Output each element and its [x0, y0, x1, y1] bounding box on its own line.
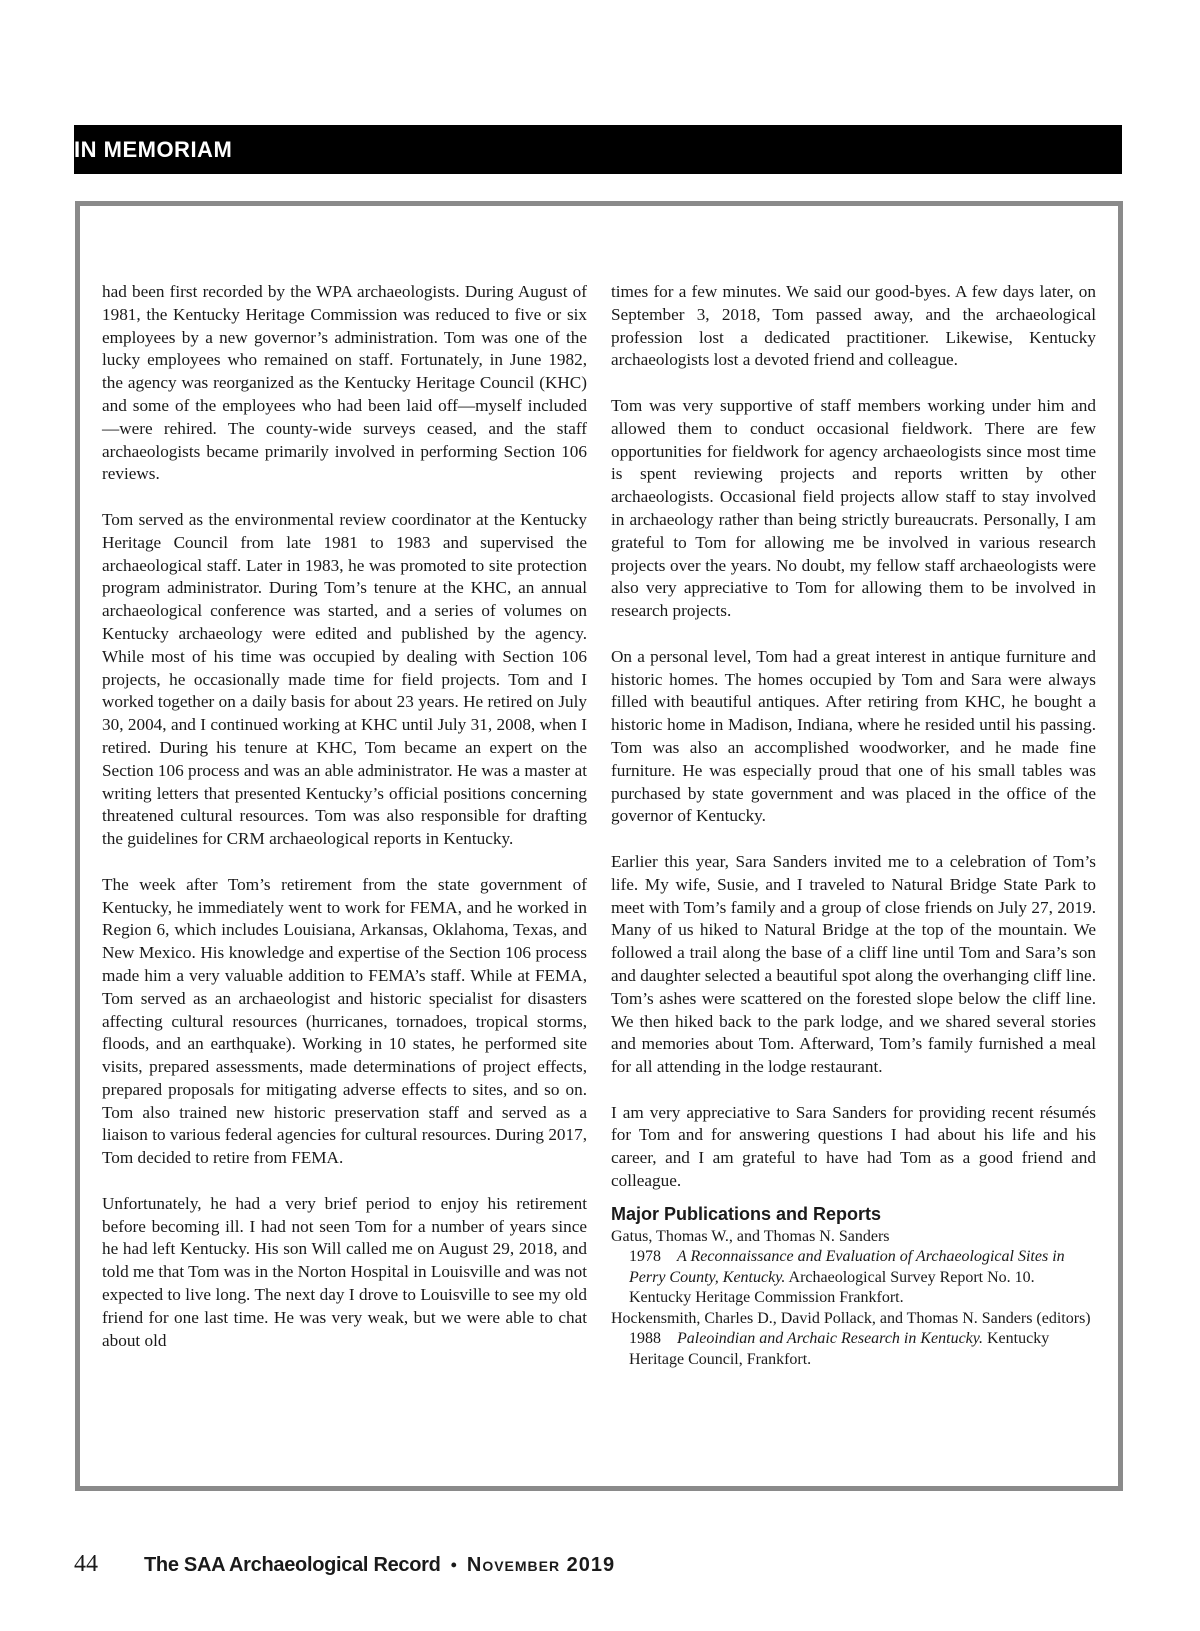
paragraph: Unfortunately, he had a very brief period to enjoy his retirement before becoming ill. I had not seen Tom for a number of years since he had left Kentucky. His son Will called me on August 29, 2018, and told me that Tom was in the Norton Hospital in Louisville and was not expected to live long. The next day I drove to Louisville to see my old friend for one last time. He was very weak, but we were able to chat about old [102, 1193, 587, 1350]
paragraph: Earlier this year, Sara Sanders invited me to a celebration of Tom’s life. My wife, Susie, and I traveled to Natural Bridge State Park to meet with Tom’s family and a group of close friends on July 27, 2019. Many of us hiked to Natural Bridge at the top of the mountain. We followed a trail along the base of a cliff line until Tom and Sara’s son and daughter selected a beautiful spot along the overhanging cliff line. Tom’s ashes were scattered on the forested slope below the cliff line. We then hiked back to the park lodge, and we shared several stories and memories about Tom. Afterward, Tom’s family furnished a meal for all attending in the lodge restaurant. [611, 851, 1096, 1077]
journal-title: The SAA Archaeological Record [144, 1554, 441, 1576]
publication-title: A Reconnaissance and Evaluation of Archaeological Sites in Perry County, Kentucky. [629, 1248, 1065, 1286]
publications-heading: Major Publications and Reports [611, 1203, 882, 1224]
paragraph: I am very appreciative to Sara Sanders for providing recent résumés for Tom and for answering questions I had about his life and his career, and I am grateful to have had Tom as a good friend and colleague. [611, 1102, 1096, 1191]
publication-detail [611, 1329, 1096, 1370]
paragraph: On a personal level, Tom had a great interest in antique furniture and historic homes. The homes occupied by Tom and Sara were always filled with beautiful antiques. After retiring from KHC, he bought a historic home in Madison, Indiana, where he resided until his passing. Tom was also an accomplished woodworker, and he made fine furniture. He was especially proud that one of his small tables was purchased by state government and was placed in the office of the governor of Kentucky. [611, 646, 1096, 826]
page-number: 44 [74, 1551, 98, 1577]
left-column [102, 281, 587, 1375]
paragraph: times for a few minutes. We said our good-byes. A few days later, on September 3, 2018, Tom passed away, and the archaeological profession lost a dedicated practitioner. Likewise, Kentucky archaeologists lost a devoted friend and colleague. [611, 282, 1096, 370]
banner-title: IN MEMORIAM [74, 137, 233, 162]
right-column [611, 281, 1096, 1370]
publication-authors: Gatus, Thomas W., and Thomas N. Sanders [611, 1227, 890, 1245]
paragraph: The week after Tom’s retirement from the state government of Kentucky, he immediately went to work for FEMA, and he worked in Region 6, which includes Louisiana, Arkansas, Oklahoma, Texas, and New Mexico. His knowledge and expertise of the Section 106 process made him a very valuable addition to FEMA’s staff. While at FEMA, Tom served as an archaeologist and historic specialist for disasters affecting cultural resources (hurricanes, tornadoes, tropical storms, floods, and an earthquake). Working in 10 states, he performed site visits, prepared assessments, made determinations of project effects, prepared proposals for mitigating adverse effects to sites, and so on. Tom also trained new historic preservation staff and served as a liaison to various federal agencies for cultural resources. During 2017, Tom decided to retire from FEMA. [102, 874, 587, 1168]
publication-year: 1988 [629, 1330, 661, 1348]
paragraph: Tom served as the environmental review coordinator at the Kentucky Heritage Council from late 1981 to 1983 and supervised the archaeological staff. Later in 1983, he was promoted to site protection program administrator. During Tom’s tenure at the KHC, an annual archaeological conference was started, and a series of volumes on Kentucky archaeology were edited and published by the agency. While most of his time was occupied by dealing with Section 106 projects, he occasionally made time for field projects. Tom and I worked together on a daily basis for about 23 years. He retired on July 30, 2004, and I continued working at KHC until July 31, 2008, when I retired. During his tenure at KHC, Tom became an expert on the Section 106 process and was an able administrator. He was a master at writing letters that presented Kentucky’s official positions concerning threatened cultural resources. Tom was also responsible for drafting the guidelines for CRM archaeological reports in Kentucky. [102, 509, 587, 849]
publication-title: Paleoindian and Archaic Research in Kentucky. [677, 1330, 983, 1348]
section-banner [74, 125, 1122, 174]
publication-detail [611, 1247, 1096, 1309]
bullet-separator: • [450, 1555, 457, 1575]
publication-rest: Archaeological Survey Report No. 10. Kentucky Heritage Commission Frankfort. [629, 1268, 1035, 1307]
publication-entry [611, 1227, 1096, 1309]
page-footer [74, 1551, 615, 1581]
paragraph: Tom was very supportive of staff members working under him and allowed them to conduct occasional fieldwork. There are few opportunities for fieldwork for agency archaeologists since most time is spent reviewing projects and reports written by other archaeologists. Occasional field projects allow staff to stay involved in archaeology rather than being strictly bureaucrats. Personally, I am grateful to Tom for allowing me be involved in various research projects over the years. No doubt, my fellow staff archaeologists were also very appreciative to Tom for allowing them to be involved in research projects. [611, 395, 1096, 621]
publication-year: 1978 [629, 1248, 661, 1266]
publication-authors: Hockensmith, Charles D., David Pollack, and Thomas N. Sanders (editors) [611, 1309, 1091, 1327]
publications-list [611, 1227, 1096, 1371]
issue-date: November 2019 [466, 1554, 616, 1576]
paragraph: had been first recorded by the WPA archaeologists. During August of 1981, the Kentucky Heritage Commission was reduced to five or six employees by a new governor’s administration. Tom was one of the lucky employees who remained on staff. Fortunately, in June 1982, the agency was reorganized as the Kentucky Heritage Council (KHC) and some of the employees who had been laid off—myself included—were rehired. The county-wide surveys ceased, and the staff archaeologists became primarily involved in performing Section 106 reviews. [102, 282, 587, 484]
publication-rest: Kentucky Heritage Council, Frankfort. [629, 1330, 1050, 1368]
publication-entry [611, 1309, 1096, 1371]
